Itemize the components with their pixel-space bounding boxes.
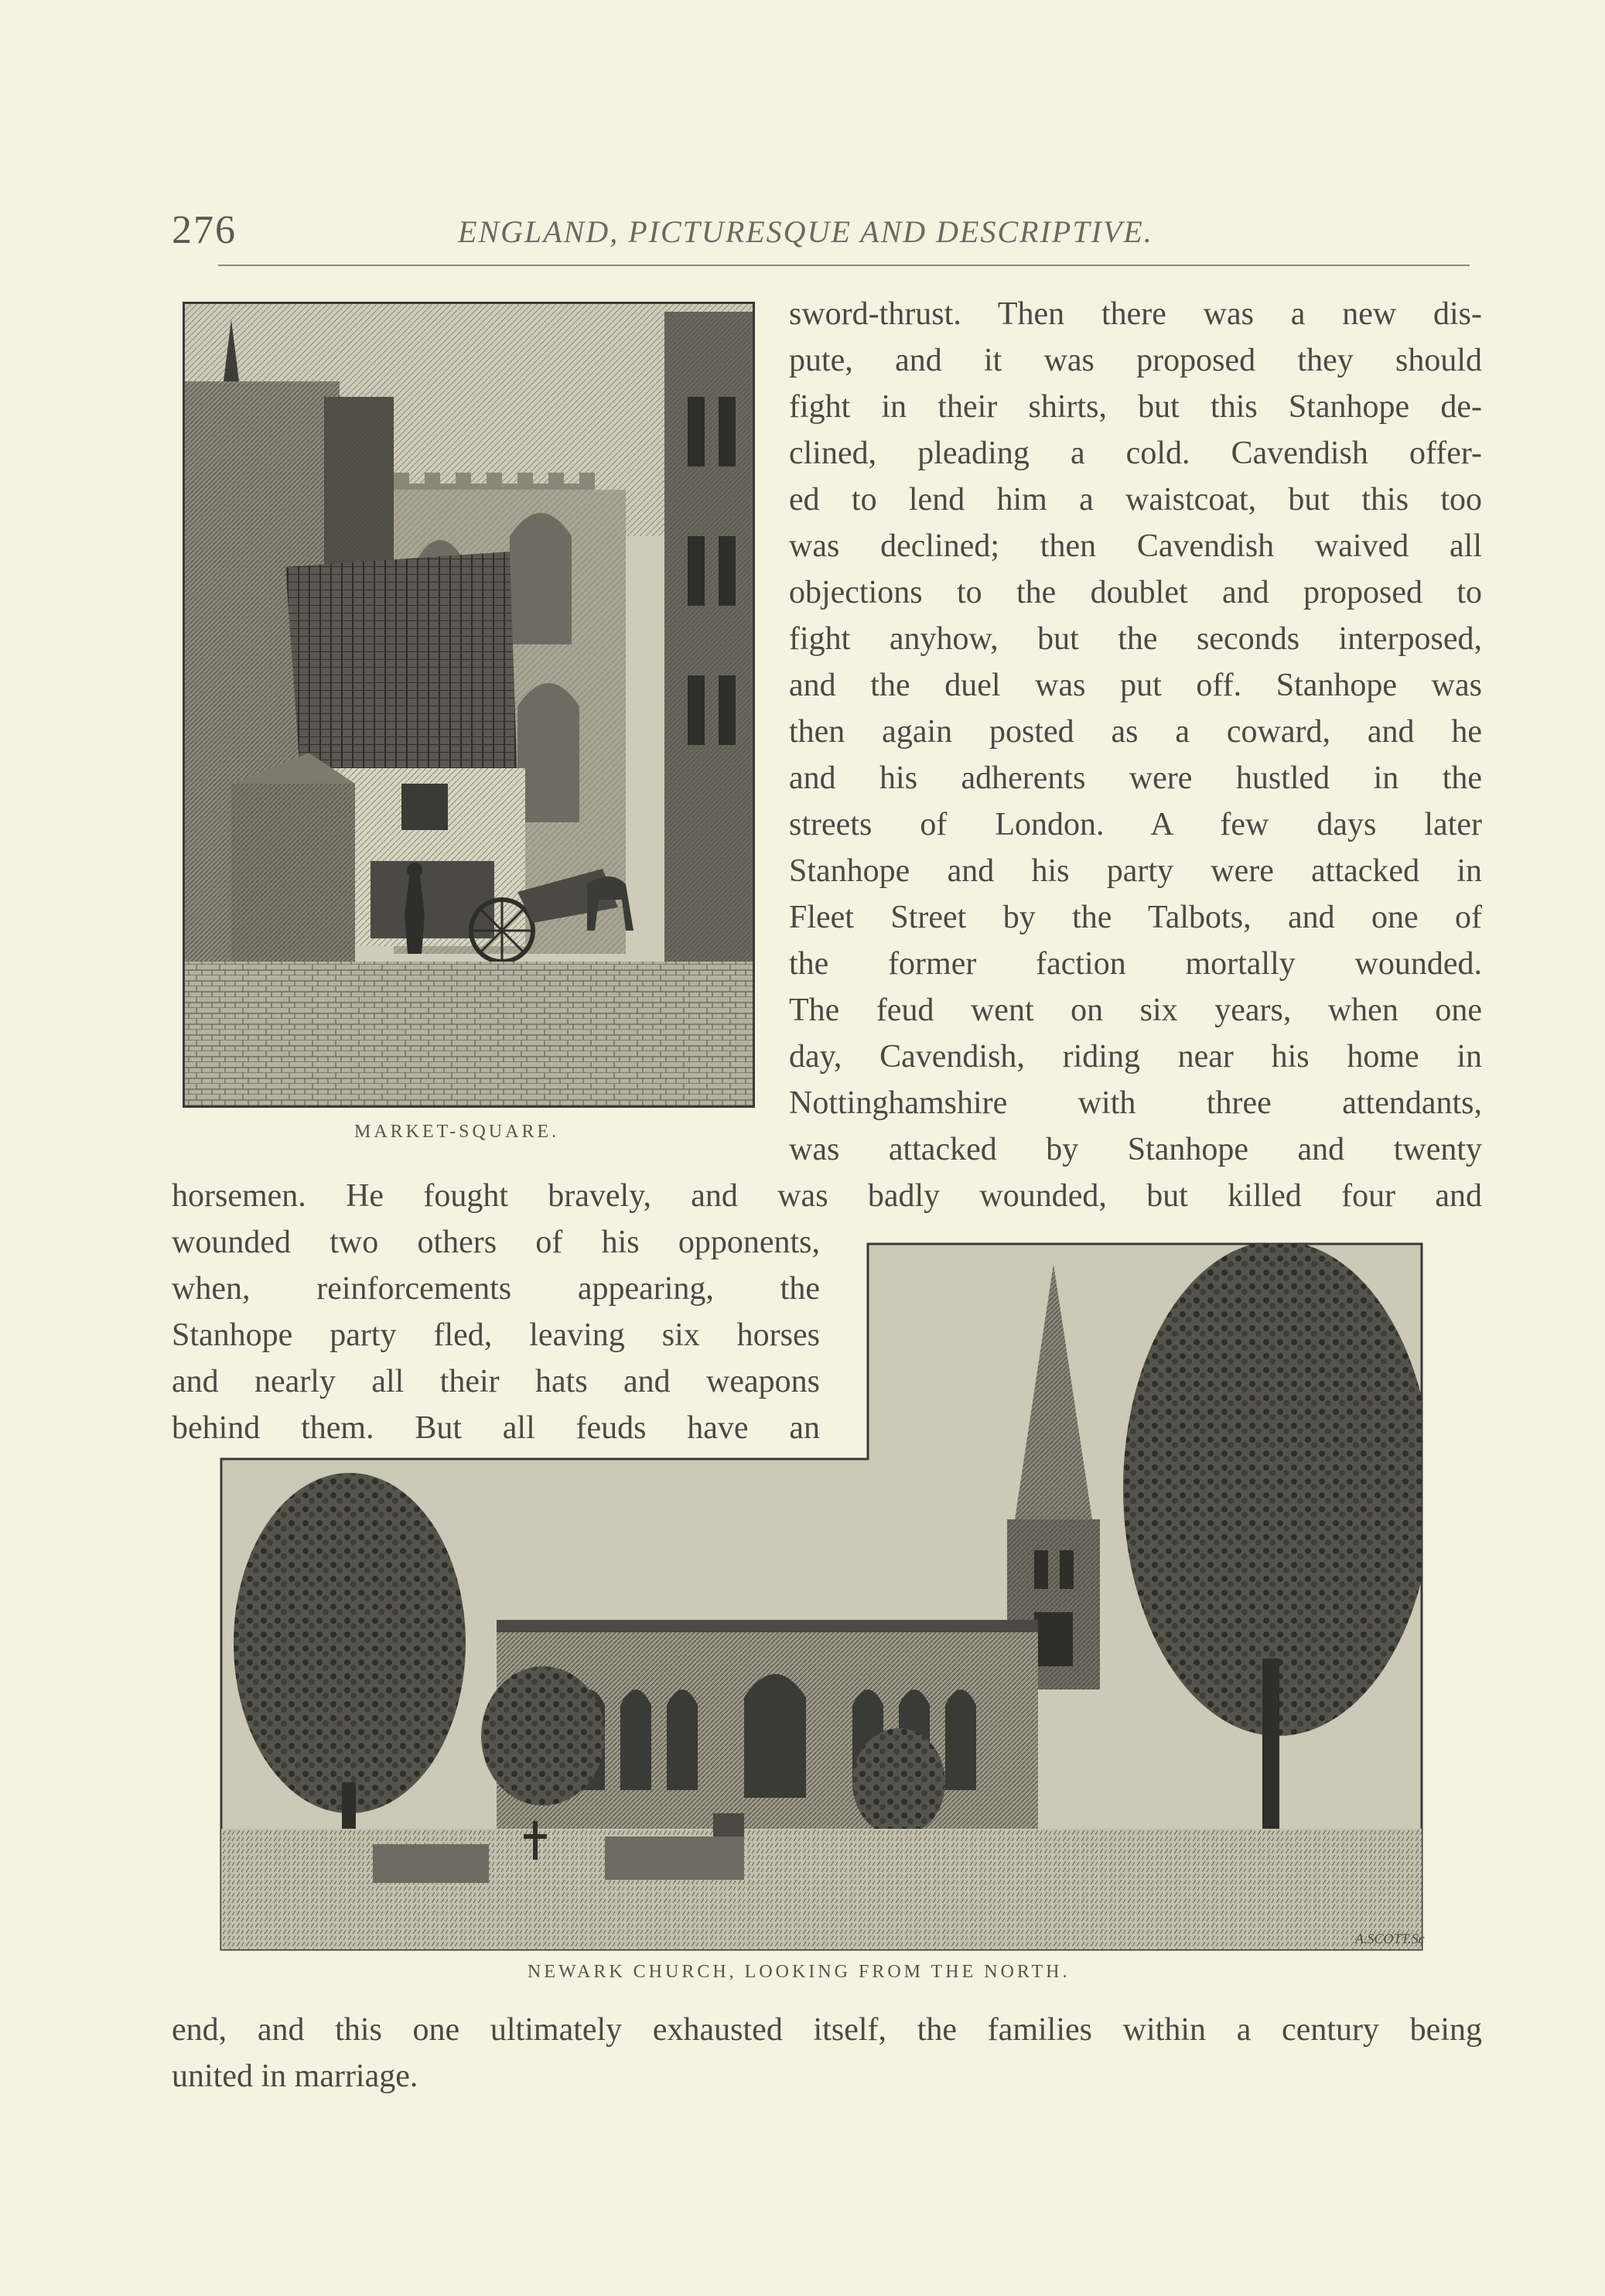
text-line: objections to the doublet and proposed to [789,575,1482,610]
closing-text [172,2007,1482,2100]
market-square-caption: MARKET-SQUARE. [354,1122,560,1142]
newark-church-caption: NEWARK CHURCH, LOOKING FROM THE NORTH. [528,1962,1071,1982]
newark-church-engraving [218,1241,1425,1953]
header-rule [218,265,1470,266]
full-width-text [172,1173,1482,1219]
text-line: streets of London. A few days later [789,807,1482,842]
text-line: day, Cavendish, riding near his home in [789,1039,1482,1075]
text-line: pute, and it was proposed they should [789,343,1482,378]
text-line: horsemen. He fought bravely, and was badly wounded, but killed four and [172,1178,1482,1214]
text-line: sword-thrust. Then there was a new dis- [789,296,1482,332]
text-line: was attacked by Stanhope and twenty [789,1132,1482,1167]
text-line: behind them. But all feuds have an [172,1410,820,1446]
text-line: and the duel was put off. Stanhope was [789,668,1482,703]
text-line: united in marriage. [172,2059,418,2094]
text-line: then again posted as a coward, and he [789,714,1482,750]
text-line: and nearly all their hats and weapons [172,1364,820,1399]
page-header [172,207,1471,254]
text-line: Stanhope and his party were attacked in [789,853,1482,889]
text-line: The feud went on six years, when one [789,993,1482,1028]
text-line: when, reinforcements appearing, the [172,1271,820,1307]
text-line: end, and this one ultimately exhausted itself, the families within a century being [172,2012,1482,2048]
text-line: Nottinghamshire with three attendants, [789,1085,1482,1121]
text-line: fight in their shirts, but this Stanhope de- [789,389,1482,425]
running-title: ENGLAND, PICTURESQUE AND DESCRIPTIVE. [458,214,1153,249]
engraver-signature: A.SCOTT.Sc [1355,1931,1425,1946]
right-column-text [789,291,1482,1173]
market-square-illustration [183,302,755,1108]
text-line: Stanhope party fled, leaving six horses [172,1317,820,1353]
text-line: ed to lend him a waistcoat, but this too [789,482,1482,518]
text-line: Fleet Street by the Talbots, and one of [789,900,1482,935]
page-number: 276 [172,208,237,252]
text-line: the former faction mortally wounded. [789,946,1482,982]
newark-church-illustration [218,1241,1425,1953]
market-square-engraving [185,304,753,1105]
text-line: wounded two others of his opponents, [172,1225,820,1260]
text-line: and his adherents were hustled in the [789,760,1482,796]
text-line: clined, pleading a cold. Cavendish offer- [789,436,1482,471]
text-line: fight anyhow, but the seconds interposed, [789,621,1482,657]
text-line: was declined; then Cavendish waived all [789,528,1482,564]
